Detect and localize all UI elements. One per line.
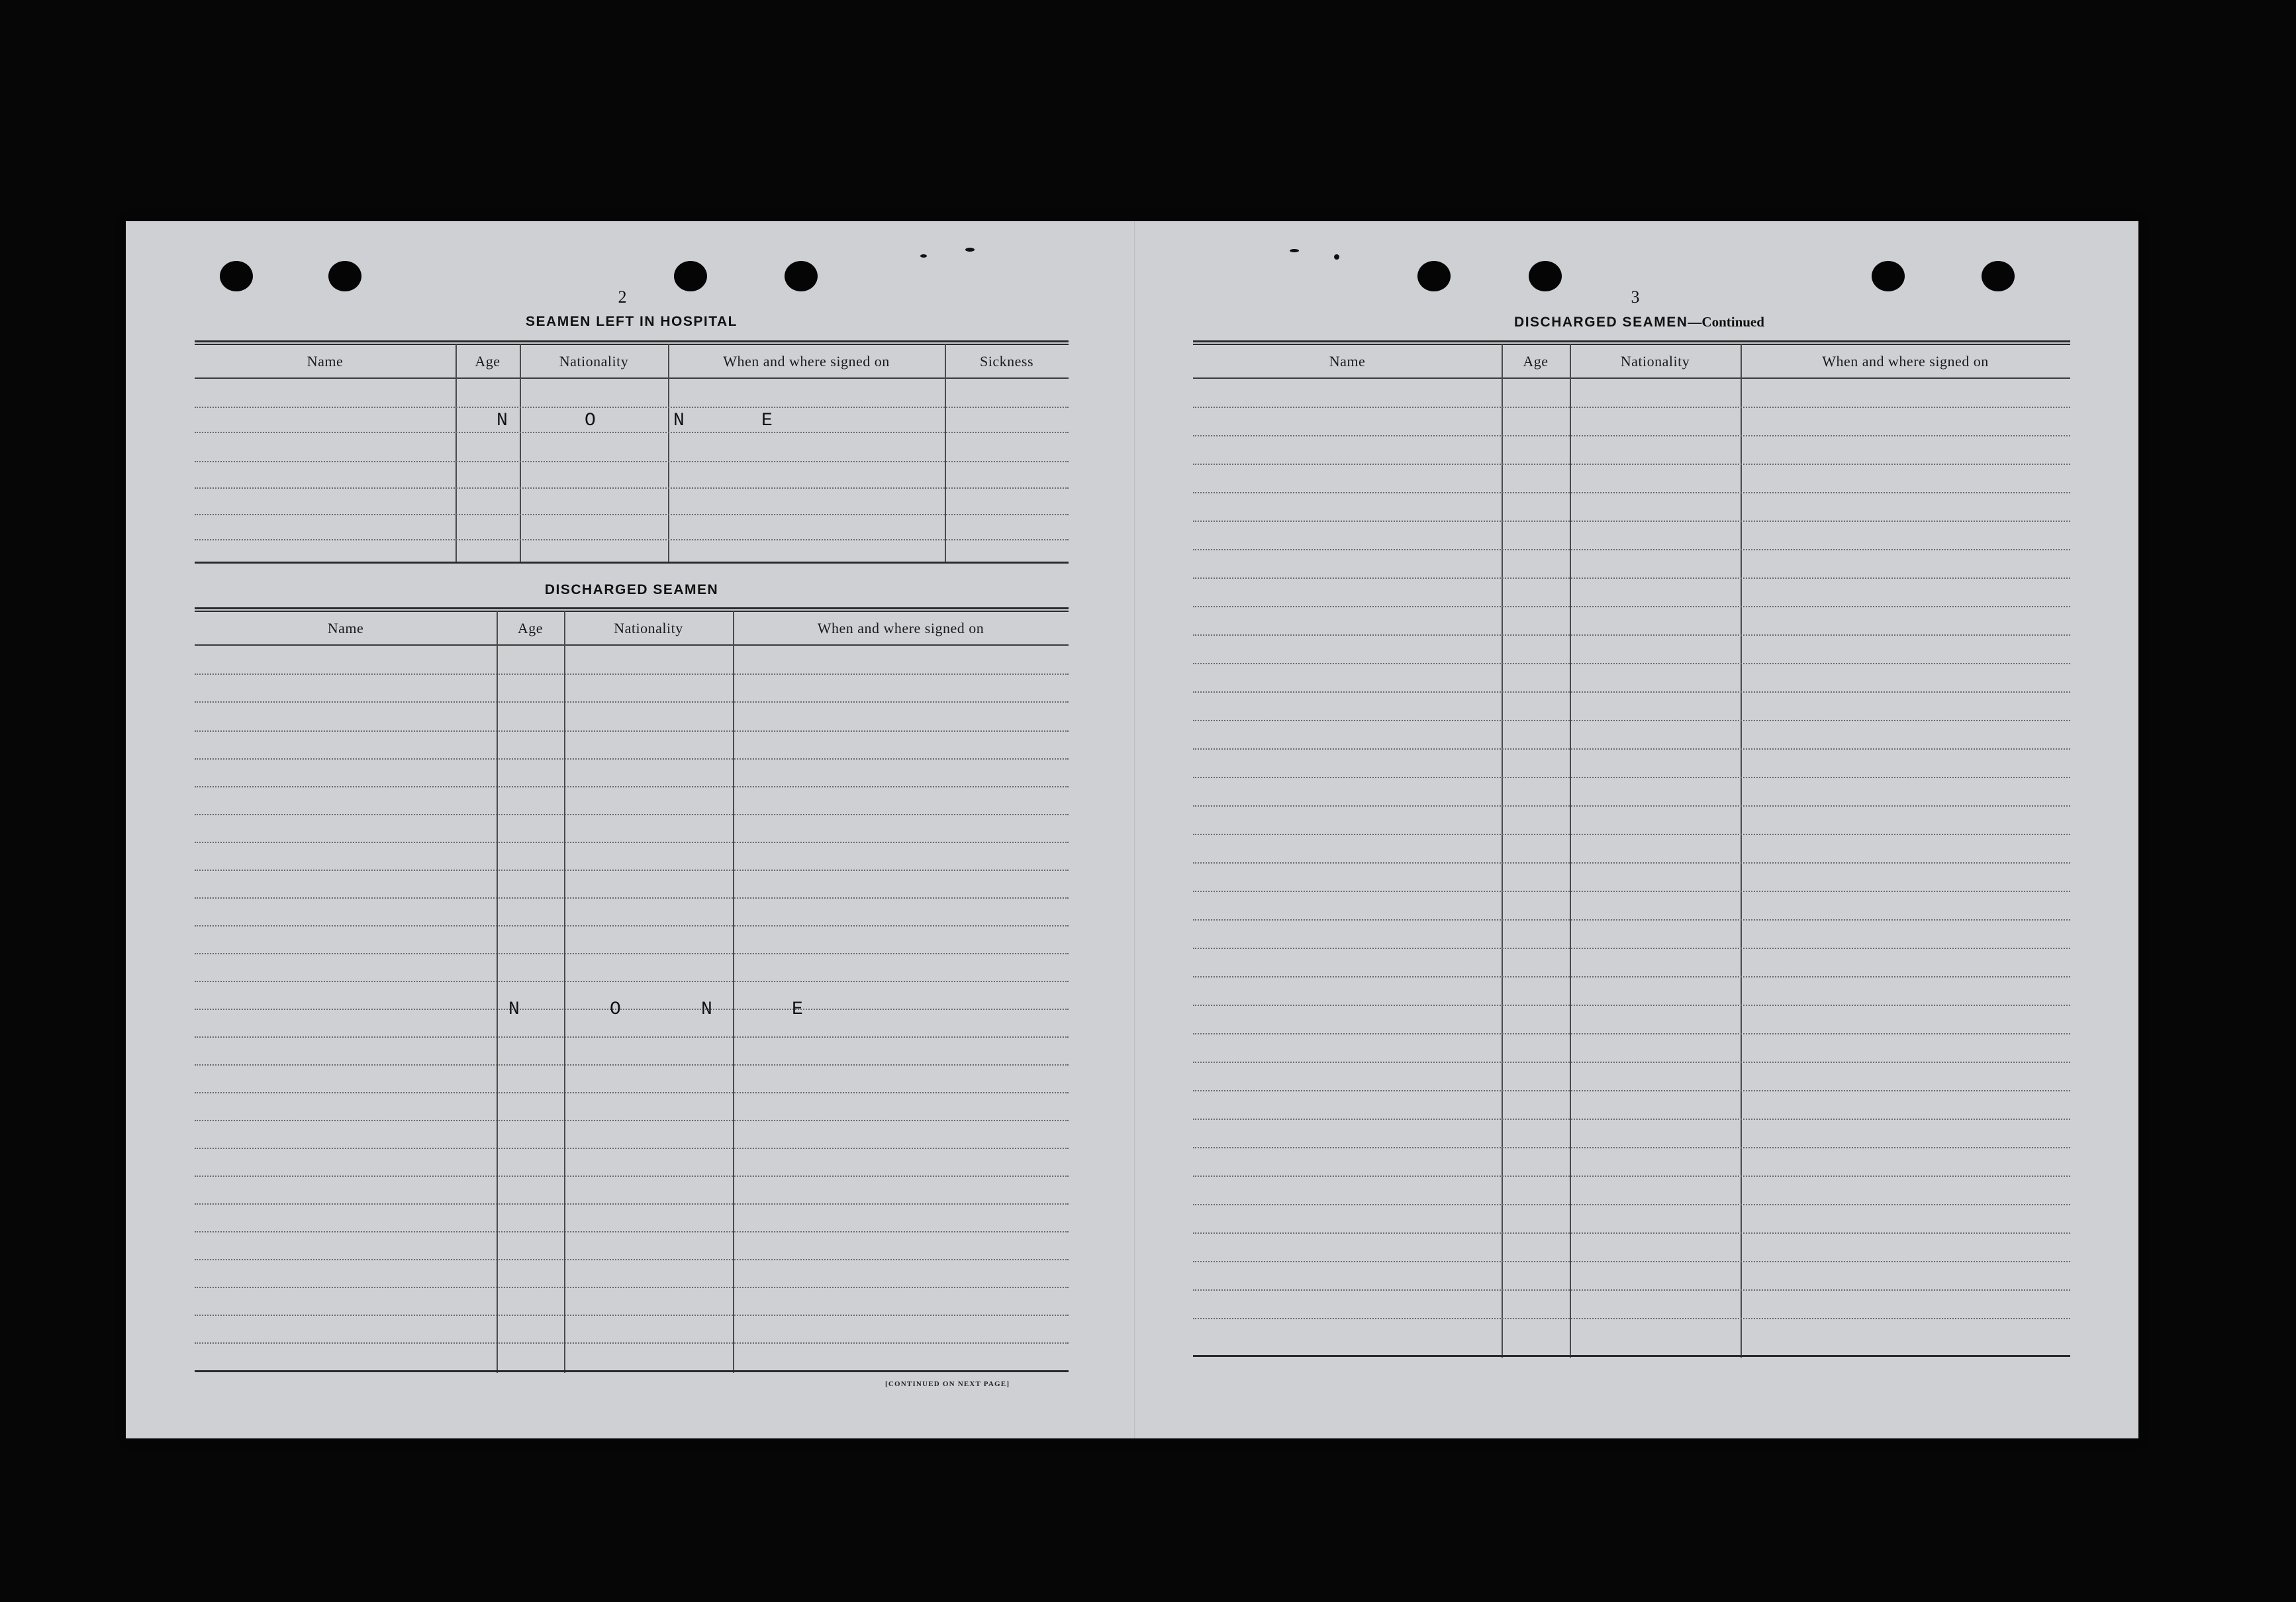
typed-entry-letter: E: [761, 411, 773, 431]
page-number: 3: [1631, 287, 1640, 307]
column-header: When and where signed on: [723, 353, 890, 370]
right-page: [1136, 221, 2138, 1438]
discharged-continued-table: [1193, 340, 2070, 1360]
discharged-section-title: DISCHARGED SEAMEN: [544, 582, 719, 597]
column-header: Name: [327, 620, 364, 636]
typed-entry-letter: N: [508, 999, 520, 1020]
hospital-section-title: SEAMEN LEFT IN HOSPITAL: [526, 314, 738, 329]
column-header: When and where signed on: [817, 620, 984, 636]
left-page: [126, 221, 1134, 1438]
column-header: Name: [1329, 353, 1366, 370]
column-header: Nationality: [1620, 353, 1690, 370]
typed-entry-letter: E: [792, 999, 803, 1020]
typed-entry-letter: N: [497, 411, 508, 431]
column-header: Age: [1523, 353, 1549, 370]
typed-entry-letter: N: [673, 411, 685, 431]
title-continued: —Continued: [1688, 314, 1764, 330]
column-header: Age: [517, 620, 544, 636]
hospital-table: [195, 340, 1069, 566]
column-header: When and where signed on: [1822, 353, 1989, 370]
form-sheet: [126, 221, 2138, 1438]
column-header: Age: [475, 353, 501, 370]
typed-entry-letter: O: [585, 411, 596, 431]
column-header: Nationality: [614, 620, 683, 636]
title-main: DISCHARGED SEAMEN: [1514, 315, 1688, 330]
typed-entry-letter: O: [610, 999, 621, 1020]
continued-note: [CONTINUED ON NEXT PAGE]: [885, 1380, 1010, 1388]
discharged-table: [195, 607, 1069, 1382]
page-number: 2: [618, 287, 627, 307]
typed-entry-letter: N: [701, 999, 712, 1020]
column-header: Sickness: [980, 353, 1033, 370]
column-header: Nationality: [559, 353, 629, 370]
column-header: Name: [307, 353, 344, 370]
discharged-continued-title: [1202, 314, 2076, 330]
